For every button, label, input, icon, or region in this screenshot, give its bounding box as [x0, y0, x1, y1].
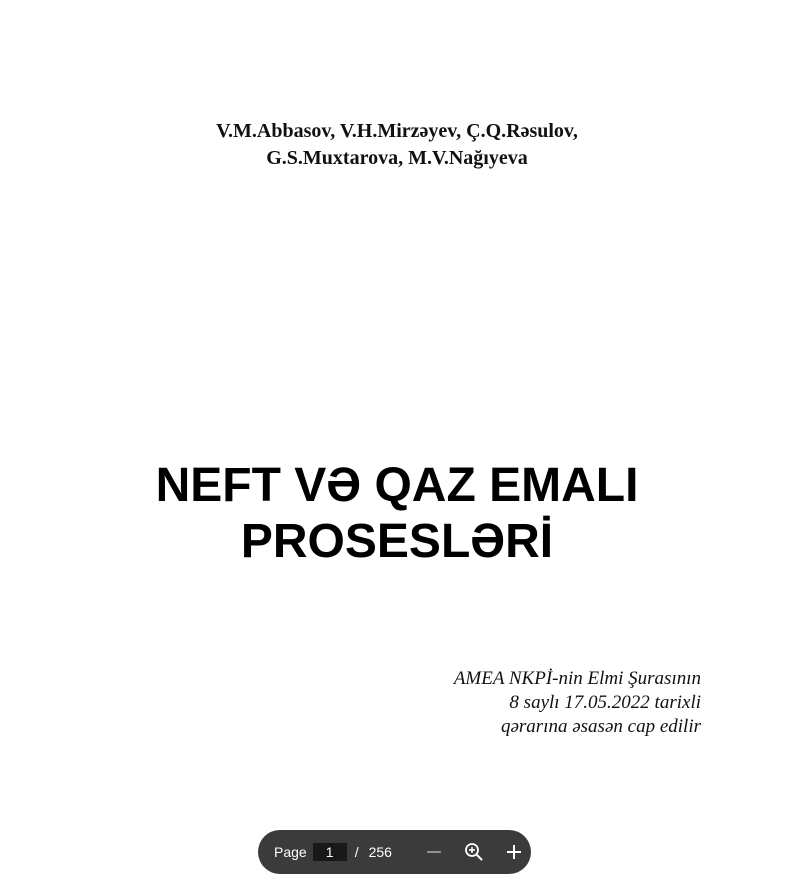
plus-icon: [505, 843, 523, 861]
page-separator: /: [354, 844, 359, 860]
zoom-controls: [404, 830, 534, 874]
zoom-in-icon: [464, 842, 484, 862]
note-line-2: 8 saylı 17.05.2022 tarixli: [509, 692, 701, 713]
minus-icon: [425, 843, 443, 861]
note-line-1: AMEA NKPİ-nin Elmi Şurasının: [453, 668, 701, 689]
page-navigator: [258, 830, 404, 874]
pdf-toolbar: [258, 830, 531, 874]
page-label: Page: [274, 844, 307, 860]
title-line-1: NEFT VƏ QAZ EMALI: [155, 459, 639, 512]
document-title: [0, 458, 794, 570]
authors-line-1: V.M.Abbasov, V.H.Mirzəyev, Ç.Q.Rəsulov,: [216, 120, 578, 142]
publication-note: [454, 667, 701, 739]
page-number-input[interactable]: [313, 843, 347, 861]
authors-block: [0, 118, 794, 172]
authors-line-2: G.S.Muxtarova, M.V.Nağıyeva: [266, 147, 528, 169]
zoom-fit-button[interactable]: [454, 830, 494, 874]
title-line-2: PROSESLƏRİ: [240, 515, 554, 568]
zoom-in-button[interactable]: [494, 830, 534, 874]
total-pages: 256: [368, 844, 392, 860]
note-line-3: qərarına əsasən cap edilir: [500, 716, 701, 737]
zoom-out-button[interactable]: [414, 830, 454, 874]
